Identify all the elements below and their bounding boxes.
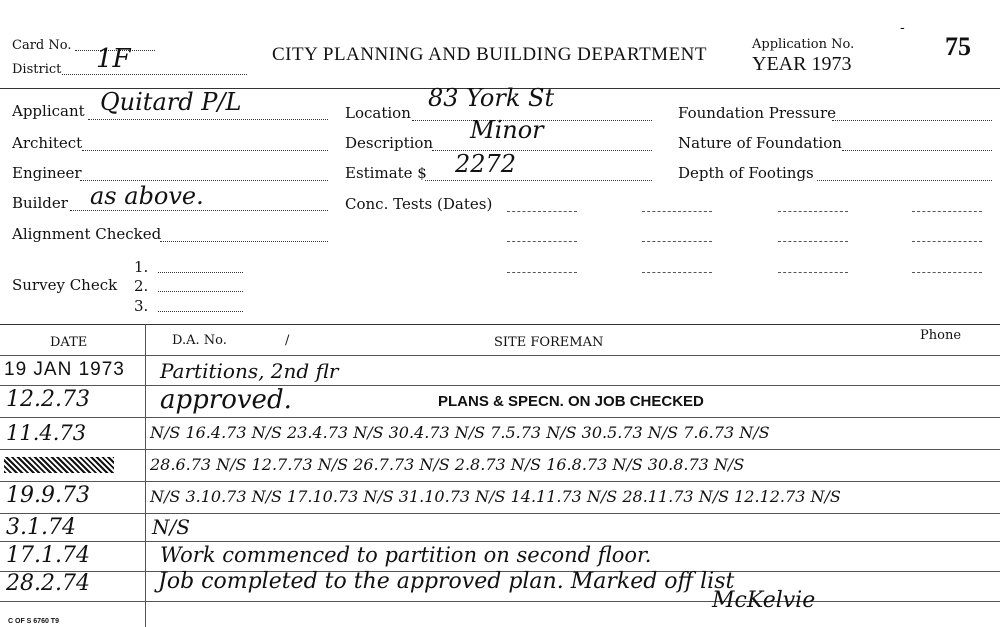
district-value: 1F [96,44,131,74]
row-rule [0,449,1000,450]
conc-test-blank [912,241,982,242]
row-date: 17.1.74 [6,543,90,568]
row-rule [0,601,1000,602]
foundation-pressure-line [832,120,992,121]
description-label: Description [345,134,434,152]
district-line [62,74,247,75]
row-date: 19 JAN 1973 [4,359,125,380]
row-entry: Job completed to the approved plan. Marked off list [158,569,735,594]
row-entry: Partitions, 2nd flr [160,359,339,383]
table-row [0,483,1000,513]
alignment-label: Alignment Checked [12,225,162,243]
date-header: DATE [50,335,88,350]
phone-header: Phone [920,328,962,343]
foreman-signature: McKelvie [712,588,816,613]
conc-test-blank [912,211,982,212]
survey-item-2: 2. [134,277,149,295]
depth-footings-line [817,180,992,181]
application-number: 75 [945,32,971,61]
table-row [0,543,1000,571]
conc-test-blank [507,211,577,212]
year-label: YEAR 1973 [752,53,852,75]
engineer-line [80,180,328,181]
corner-dash: - [900,20,905,36]
survey-item-3: 3. [134,297,149,315]
row-date: 3.1.74 [6,515,76,540]
survey-line-2 [158,291,243,292]
estimate-value: 2272 [455,150,517,178]
table-row [0,451,1000,481]
row-entry: 28.6.73 N/S 12.7.73 N/S 26.7.73 N/S 2.8.73 N/S 16.8.73 N/S 30.8.73 N/S [150,455,745,474]
table-row [0,419,1000,449]
da-header: D.A. No. [172,333,227,348]
builder-value: as above. [90,182,204,210]
form-code: C OF S 6760 T9 [8,618,59,625]
estimate-label: Estimate $ [345,164,427,182]
applicant-value: Quitard P/L [100,88,242,116]
row-rule [0,481,1000,482]
foreman-header: SITE FOREMAN [494,335,604,350]
table-row [0,357,1000,385]
survey-line-3 [158,311,243,312]
scribbled-date [4,457,114,473]
conc-test-blank [642,272,712,273]
engineer-label: Engineer [12,164,82,182]
conc-tests-label: Conc. Tests (Dates) [345,195,493,213]
table-row [0,387,1000,415]
checked-stamp: PLANS & SPECN. ON JOB CHECKED [438,393,704,410]
conc-test-blank [642,241,712,242]
row-rule [0,355,1000,356]
district-label: District [12,62,62,77]
row-date: 11.4.73 [6,421,87,445]
conc-test-blank [778,272,848,273]
row-rule [0,385,1000,386]
builder-line [70,210,328,211]
conc-test-blank [912,272,982,273]
applicant-label: Applicant [12,102,85,120]
description-value: Minor [470,116,544,144]
row-date: 12.2.73 [6,387,90,412]
row-rule [0,513,1000,514]
row-date: 28.2.74 [6,571,90,596]
row-entry: Work commenced to partition on second floor. [160,543,652,567]
conc-test-blank [642,211,712,212]
location-value: 83 York St [428,84,555,112]
conc-test-blank [778,211,848,212]
department-title: CITY PLANNING AND BUILDING DEPARTMENT [272,44,707,65]
table-row [0,515,1000,541]
nature-foundation-line [842,150,992,151]
survey-label: Survey Check [12,276,118,294]
conc-test-blank [507,241,577,242]
row-entry: N/S [152,515,190,539]
location-label: Location [345,104,411,122]
card-no-label: Card No. [12,38,72,53]
row-date: 19.9.73 [6,483,90,508]
row-rule [0,417,1000,418]
builder-label: Builder [12,194,68,212]
survey-line-1 [158,272,243,273]
table-row [0,569,1000,601]
conc-test-blank [778,241,848,242]
depth-footings-label: Depth of Footings [678,164,814,182]
row-entry: N/S 3.10.73 N/S 17.10.73 N/S 31.10.73 N/S 14.11.73 N/S 28.11.73 N/S 12.12.73 N/S [150,487,841,506]
nature-foundation-label: Nature of Foundation [678,134,842,152]
application-label: Application No. [752,37,855,52]
row-entry: approved. [160,385,292,415]
alignment-line [160,241,328,242]
row-rule [0,541,1000,542]
conc-test-blank [507,272,577,273]
foundation-pressure-label: Foundation Pressure [678,104,837,122]
architect-label: Architect [12,134,83,152]
da-slash: / [285,333,290,348]
architect-line [82,150,328,151]
survey-item-1: 1. [134,258,149,276]
estimate-line [425,180,652,181]
table-top-rule [0,324,1000,325]
applicant-line [88,119,328,120]
row-entry: N/S 16.4.73 N/S 23.4.73 N/S 30.4.73 N/S 7.5.73 N/S 30.5.73 N/S 7.6.73 N/S [150,423,770,442]
